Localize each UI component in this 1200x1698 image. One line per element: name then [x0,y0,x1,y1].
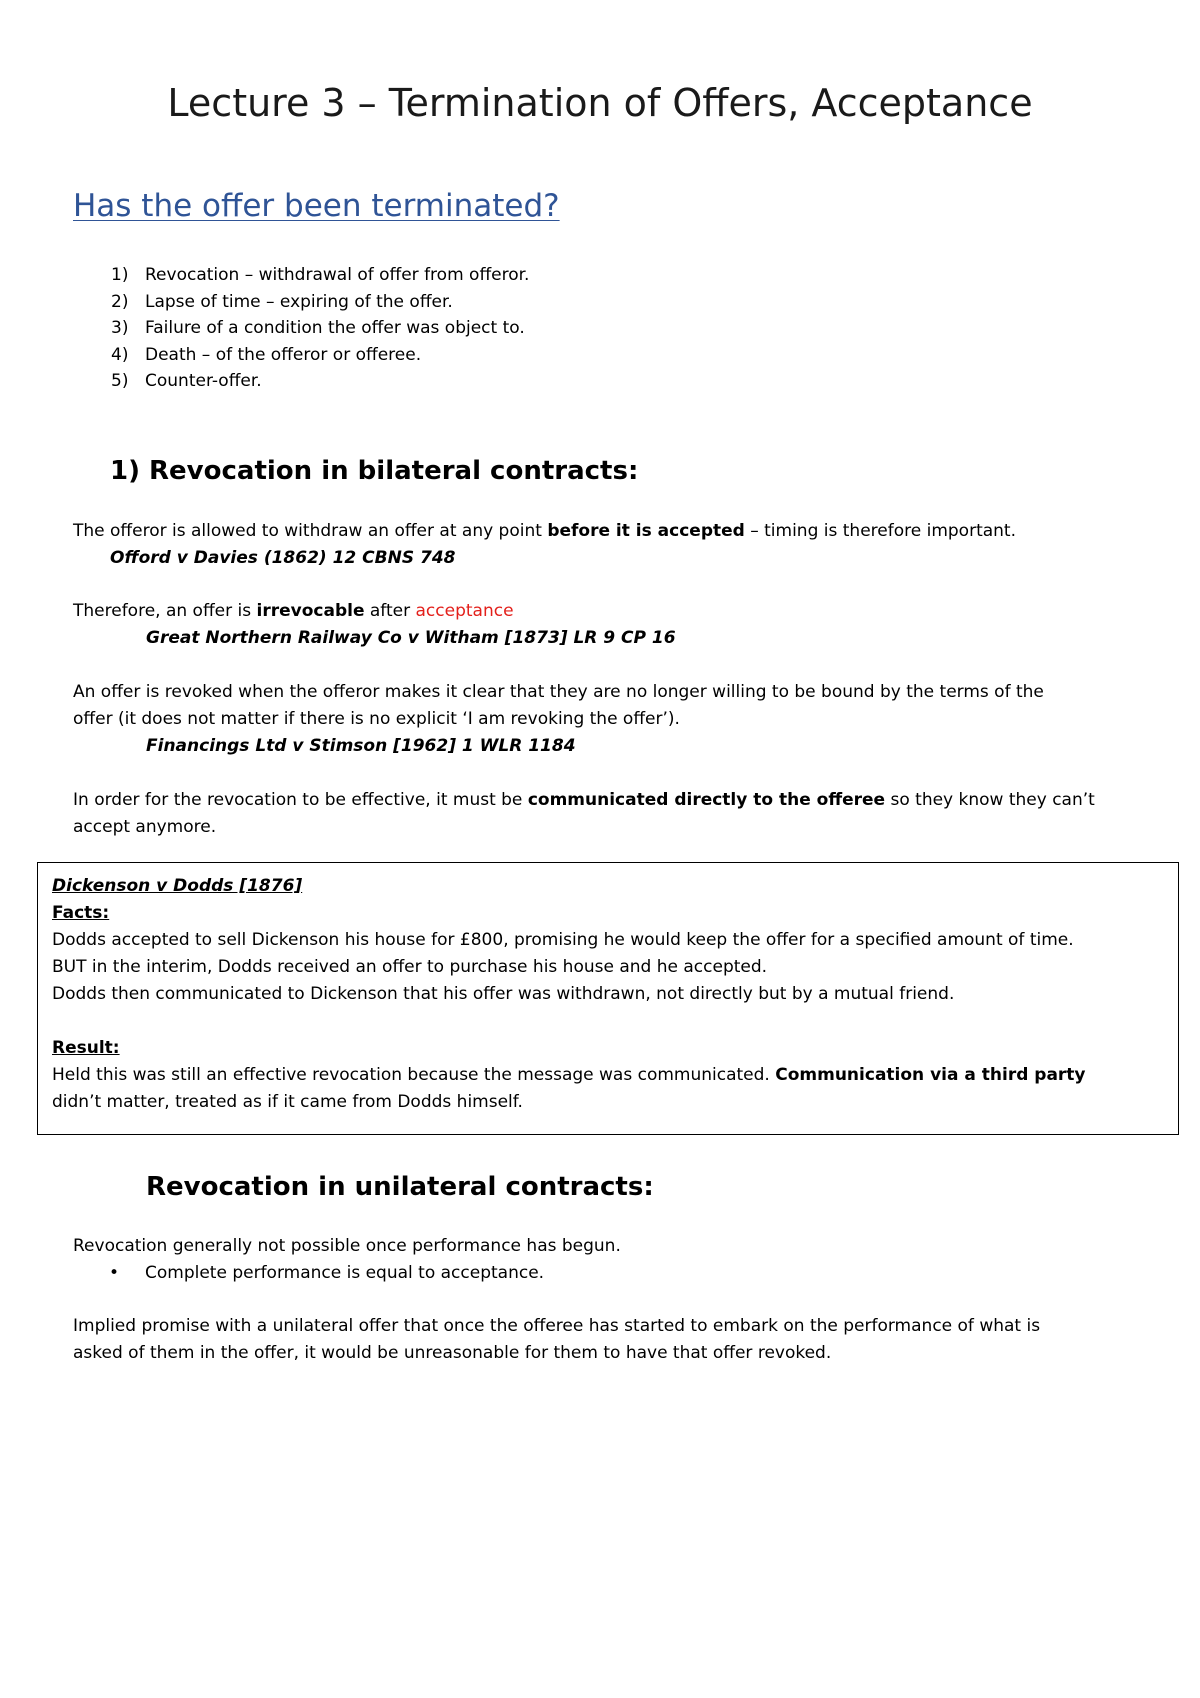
case-box [37,862,1179,1135]
paragraph: An offer is revoked when the offeror makes it clear that they are no longer willing to be bound by the terms of the [73,682,1044,702]
unilateral-heading: Revocation in unilateral contracts: [146,1172,654,1202]
facts-line: BUT in the interim, Dodds received an offer to purchase his house and he accepted. [52,957,768,977]
case-citation: Financings Ltd v Stimson [1962] 1 WLR 1184 [146,736,576,756]
bullet-item: • Complete performance is equal to acceptance. [73,1260,544,1287]
list-item: 4) Death – of the offeror or offeree. [111,344,422,365]
result-line: Held this was still an effective revocation because the message was communicated. Communication via a third party [52,1065,1086,1085]
termination-list [73,262,529,395]
paragraph-line: offer (it does not matter if there is no explicit ‘I am revoking the offer’). [73,709,680,729]
paragraph: Implied promise with a unilateral offer that once the offeree has started to embark on the performance of what is [73,1316,1041,1336]
list-item: 3) Failure of a condition the offer was object to. [111,318,525,339]
paragraph-line: accept anymore. [73,817,217,837]
facts-line: Dodds accepted to sell Dickenson his house for £800, promising he would keep the offer for a specified amount of time. [52,930,1074,950]
list-item: 2) Lapse of time – expiring of the offer. [111,291,453,312]
facts-line: Dodds then communicated to Dickenson that his offer was withdrawn, not directly but by a mutual friend. [52,984,955,1004]
case-citation: Offord v Davies (1862) 12 CBNS 748 [110,548,456,568]
bullet-icon: • [109,1263,120,1283]
paragraph-line: asked of them in the offer, it would be unreasonable for them to have that offer revoked. [73,1343,832,1363]
facts-label: Facts: [52,903,110,923]
case-citation: Great Northern Railway Co v Witham [1873] LR 9 CP 16 [146,628,676,648]
list-item: 5) Counter-offer. [111,371,262,392]
spacer [52,1008,1086,1035]
result-label: Result: [52,1038,120,1058]
page-title: Lecture 3 – Termination of Offers, Acceptance [167,81,1033,125]
result-line: didn’t matter, treated as if it came from Dodds himself. [52,1092,523,1112]
case-title: Dickenson v Dodds [1876] [52,876,303,896]
paragraph: Revocation generally not possible once performance has begun. [73,1236,621,1256]
section-heading: Has the offer been terminated? [73,188,560,224]
case-box-content [52,873,1086,1116]
bilateral-heading: 1) Revocation in bilateral contracts: [110,456,639,486]
paragraph: The offeror is allowed to withdraw an offer at any point before it is accepted – timing is therefore important. [73,521,1016,541]
list-item: 1) Revocation – withdrawal of offer from offeror. [111,265,530,285]
paragraph: In order for the revocation to be effective, it must be communicated directly to the offeree so they know they can’t [73,790,1095,810]
paragraph: Therefore, an offer is irrevocable after acceptance [73,601,514,621]
